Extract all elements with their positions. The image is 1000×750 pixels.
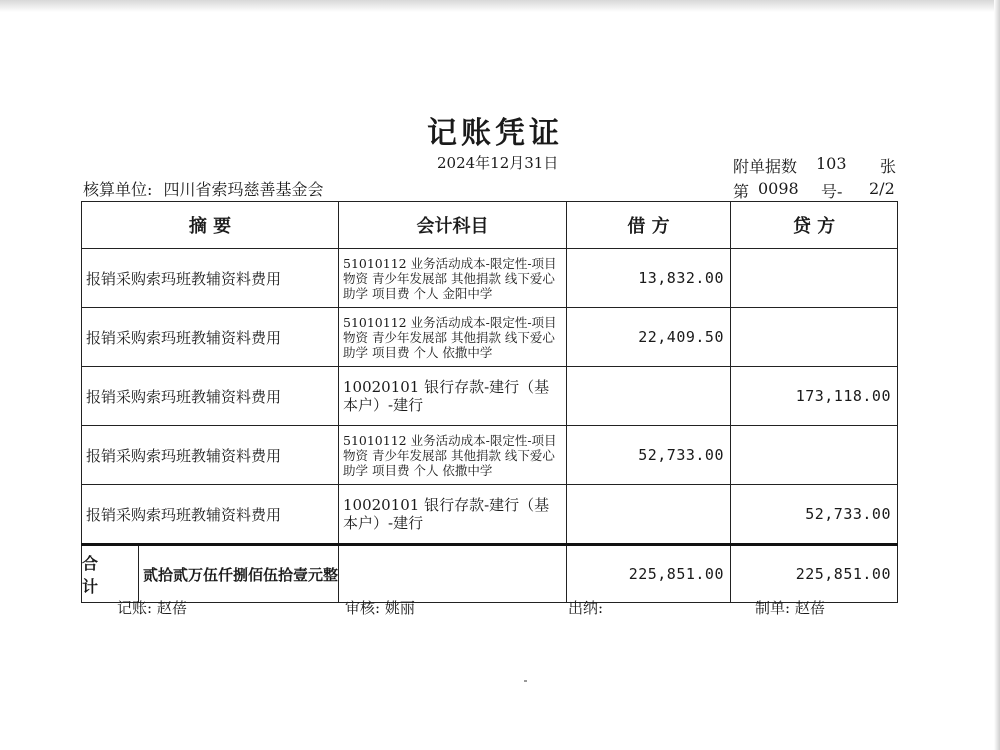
row-credit bbox=[731, 249, 898, 308]
total-debit: 225,851.00 bbox=[567, 545, 731, 603]
row-summary: 报销采购索玛班教辅资料费用 bbox=[82, 426, 339, 485]
row-debit bbox=[567, 367, 731, 426]
voucher-date: 2024年12月31日 bbox=[437, 154, 559, 172]
voucher-no-prefix: 第 bbox=[733, 182, 750, 201]
reviewer-signature: 审核: 姚丽 bbox=[345, 599, 415, 617]
row-account: 51010112 业务活动成本-限定性-项目物资 青少年发展部 其他捐款 线下爱心助学 项目费 个人 依撒中学 bbox=[339, 308, 567, 367]
row-credit: 173,118.00 bbox=[731, 367, 898, 426]
voucher-no-suffix: 号- bbox=[821, 182, 843, 201]
row-account: 51010112 业务活动成本-限定性-项目物资 青少年发展部 其他捐款 线下爱心助学 项目费 个人 依撒中学 bbox=[339, 426, 567, 485]
bookkeeper-signature: 记账: 赵蓓 bbox=[117, 599, 187, 617]
header-debit: 借 方 bbox=[567, 202, 731, 249]
row-summary: 报销采购索玛班教辅资料费用 bbox=[82, 308, 339, 367]
row-summary: 报销采购索玛班教辅资料费用 bbox=[82, 485, 339, 545]
cashier-signature: 出纳: bbox=[568, 599, 604, 617]
total-account-empty bbox=[339, 545, 567, 603]
row-credit bbox=[731, 426, 898, 485]
total-label: 合 计 bbox=[82, 546, 139, 602]
voucher-number bbox=[733, 179, 898, 199]
attachments-count: 103 bbox=[816, 154, 847, 173]
preparer-signature: 制单: 赵蓓 bbox=[755, 599, 825, 617]
attachments-label: 附单据数 bbox=[733, 157, 798, 176]
header-account: 会计科目 bbox=[339, 202, 567, 249]
row-summary: 报销采购索玛班教辅资料费用 bbox=[82, 367, 339, 426]
table-row bbox=[82, 485, 898, 545]
table-row bbox=[82, 367, 898, 426]
row-account: 51010112 业务活动成本-限定性-项目物资 青少年发展部 其他捐款 线下爱心助学 项目费 个人 金阳中学 bbox=[339, 249, 567, 308]
scan-speck bbox=[524, 680, 527, 682]
row-account: 10020101 银行存款-建行（基本户）-建行 bbox=[339, 485, 567, 545]
row-debit: 22,409.50 bbox=[567, 308, 731, 367]
total-credit: 225,851.00 bbox=[731, 545, 898, 603]
voucher-no-page: 2/2 bbox=[869, 179, 895, 198]
header-summary: 摘 要 bbox=[82, 202, 339, 249]
table-row bbox=[82, 426, 898, 485]
total-words: 贰拾贰万伍仟捌佰伍拾壹元整 bbox=[142, 565, 338, 584]
attachments-info bbox=[733, 154, 897, 177]
total-row bbox=[82, 545, 898, 603]
table-header-row bbox=[82, 202, 898, 249]
row-debit bbox=[567, 485, 731, 545]
row-debit: 52,733.00 bbox=[567, 426, 731, 485]
scan-edge-right bbox=[994, 0, 1000, 750]
total-cell bbox=[82, 545, 339, 603]
header-credit: 贷 方 bbox=[731, 202, 898, 249]
row-credit: 52,733.00 bbox=[731, 485, 898, 545]
row-summary: 报销采购索玛班教辅资料费用 bbox=[82, 249, 339, 308]
voucher-no-value: 0098 bbox=[758, 179, 799, 198]
row-account: 10020101 银行存款-建行（基本户）-建行 bbox=[339, 367, 567, 426]
table-row bbox=[82, 249, 898, 308]
row-debit: 13,832.00 bbox=[567, 249, 731, 308]
unit-label: 核算单位: bbox=[83, 180, 153, 199]
row-credit bbox=[731, 308, 898, 367]
accounting-unit bbox=[83, 177, 324, 200]
voucher-table bbox=[81, 201, 898, 603]
voucher-title: 记账凭证 bbox=[427, 116, 563, 151]
table-row bbox=[82, 308, 898, 367]
unit-name: 四川省索玛慈善基金会 bbox=[163, 180, 324, 199]
scan-edge-top bbox=[0, 0, 1000, 12]
attachments-unit: 张 bbox=[880, 157, 897, 176]
